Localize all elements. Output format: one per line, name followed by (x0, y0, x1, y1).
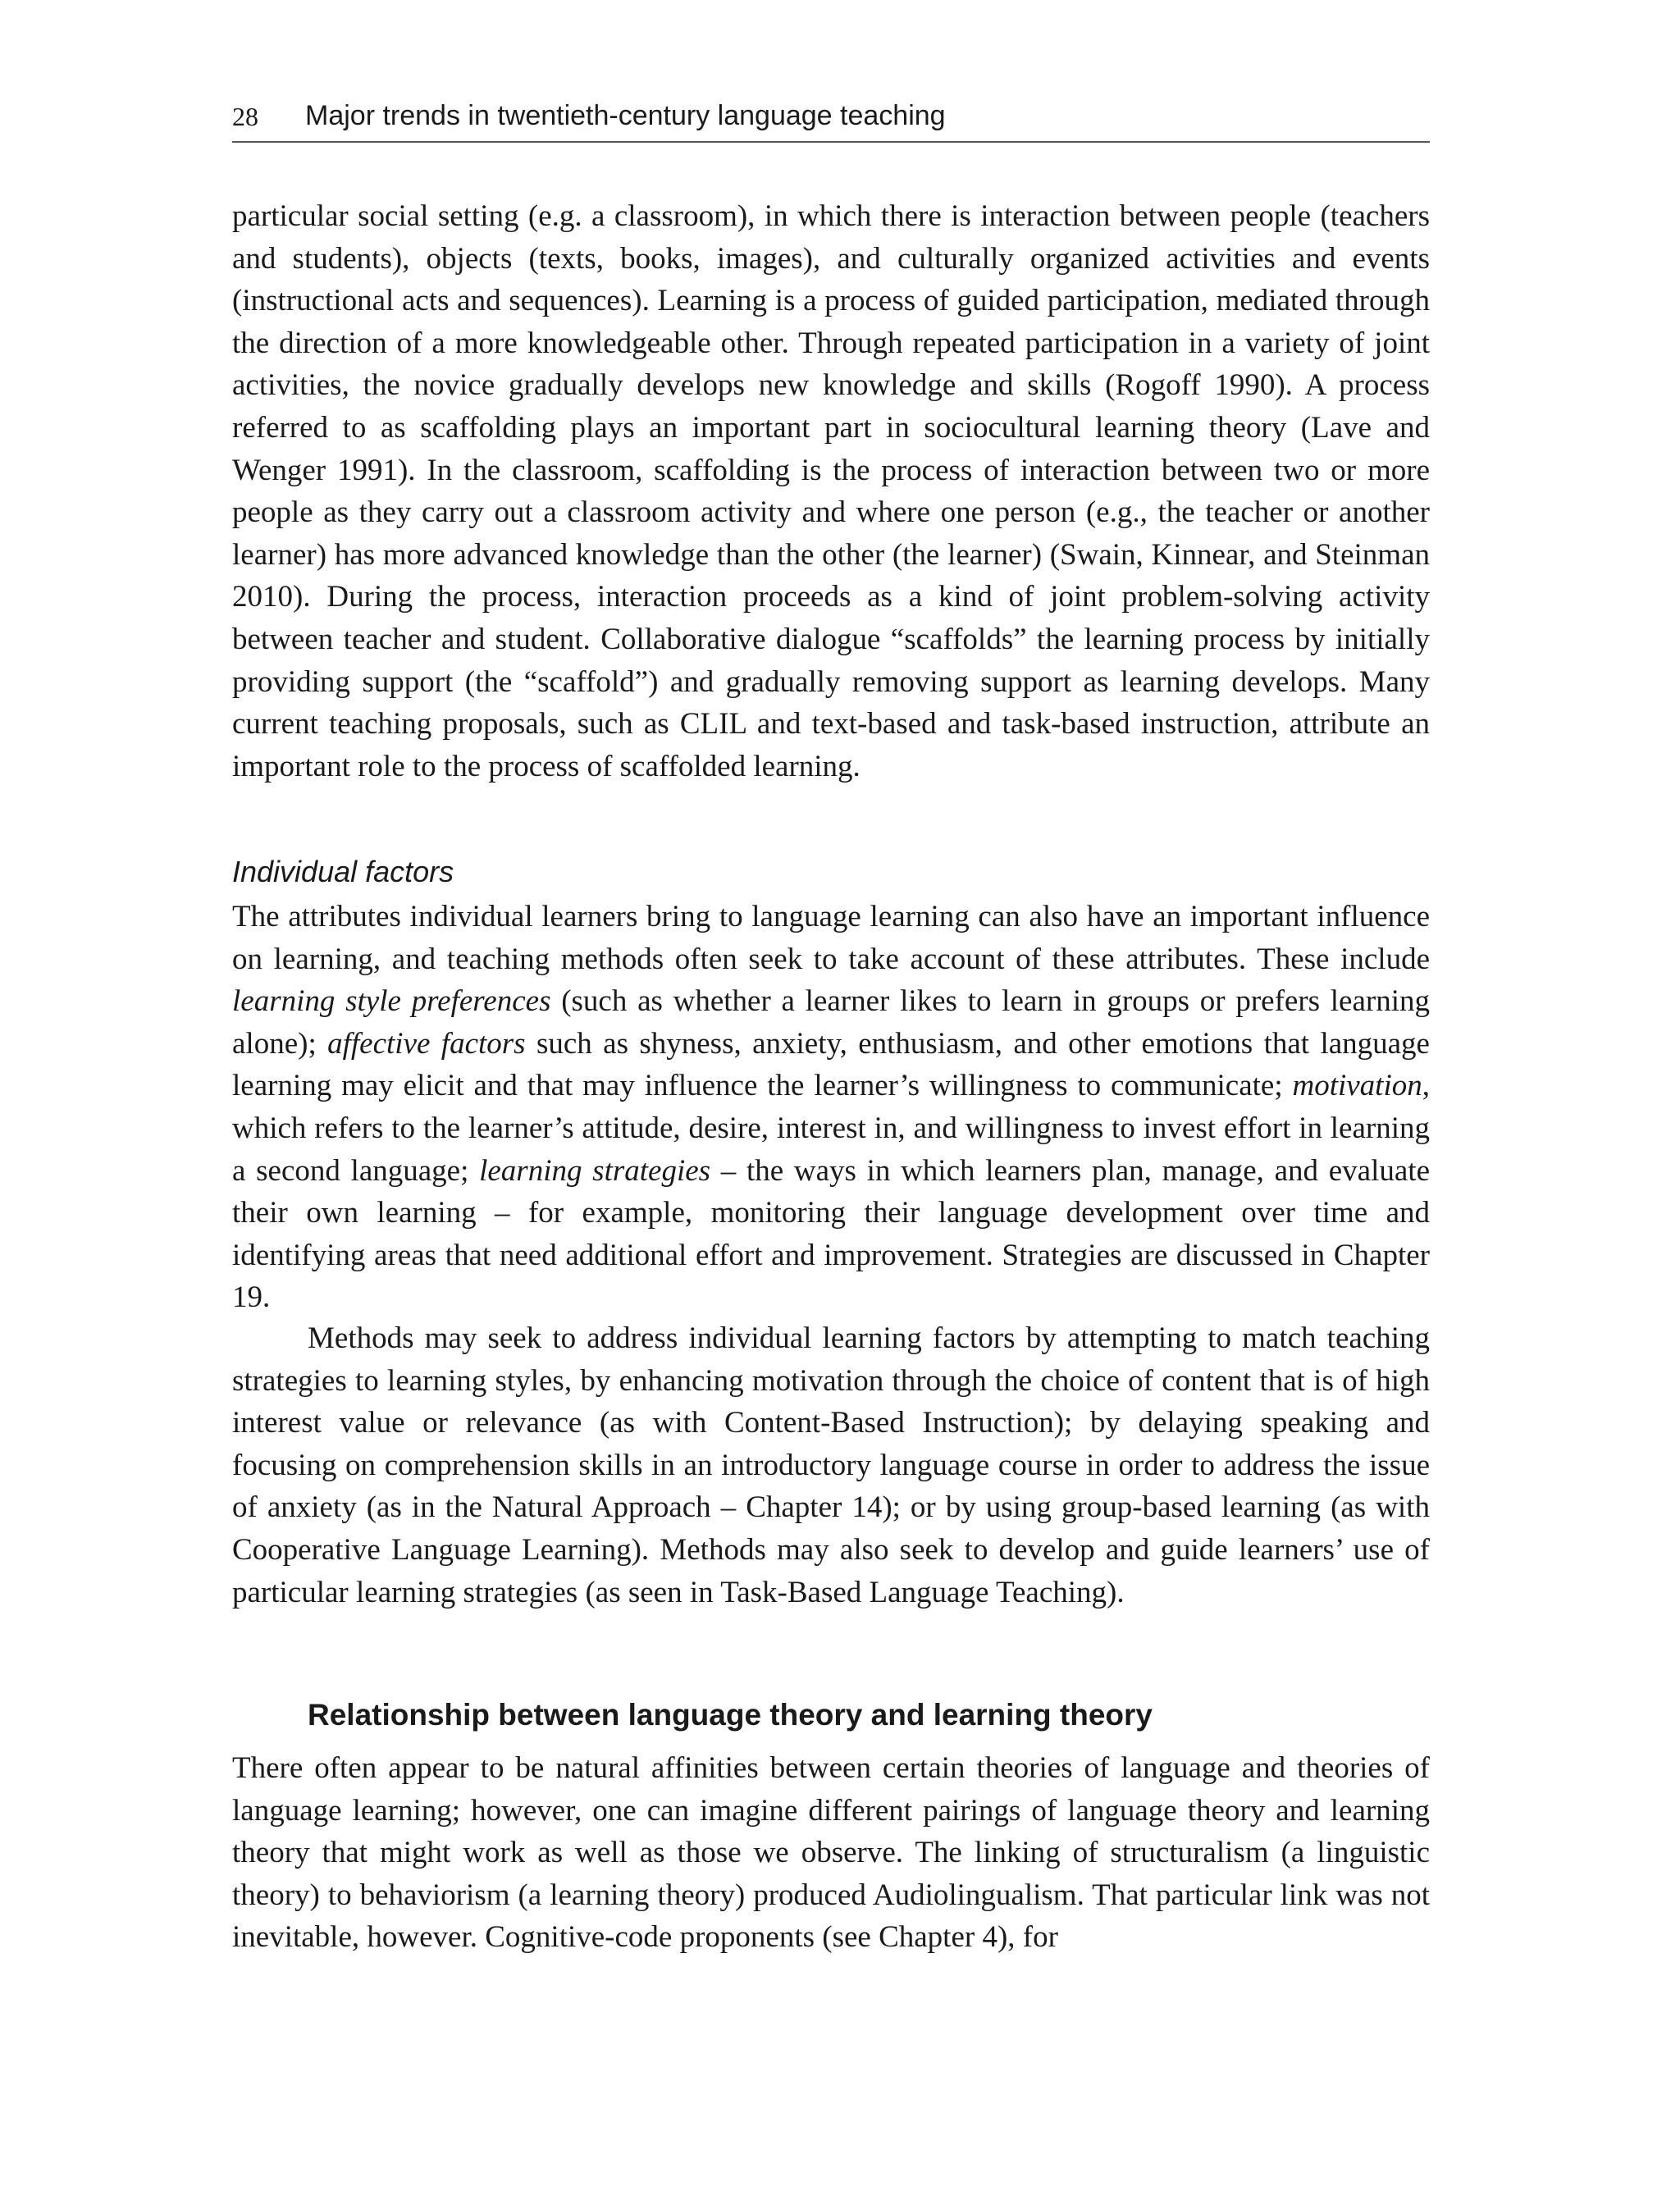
page-number: 28 (232, 102, 258, 131)
section-heading-relationship: Relationship between language theory and learning theory (308, 1698, 1153, 1732)
italic-term-motivation: motivation (1292, 1069, 1422, 1103)
running-head-title: Major trends in twentieth-century language teaching (305, 100, 946, 131)
italic-term-affective-factors: affective factors (327, 1026, 526, 1061)
text-run: The attributes individual learners bring to language learning can also have an important influence on learning, and teaching methods often seek to take account of these attributes. These include (232, 900, 1430, 976)
text-run: , which refers to the learner’s attitude, desire, interest in, and willingness to invest effort in learning a second language; (232, 1069, 1430, 1188)
section-heading-individual-factors: Individual factors (232, 855, 454, 888)
running-head (232, 100, 1430, 143)
italic-term-learning-strategies: learning strategies (479, 1153, 711, 1188)
paragraph-methods-individual-factors: Methods may seek to address individual learning factors by attempting to match teaching strategies to learning styles, by enhancing motivation through the choice of content that is of high interest value or relevance (as with Content-Based Instruction); by delaying speaking and focusing on comprehension skills in an introductory language course in order to address the issue of anxiety (as in the Natural Approach – Chapter 14); or by using group-based learning (as with Cooperative Language Learning). Methods may also seek to develop and guide learners’ use of particular learning strategies (as seen in Task-Based Language Teaching). (232, 1321, 1430, 1609)
paragraph-individual-attributes (232, 896, 1430, 1319)
paragraph-sociocultural-scaffolding: particular social setting (e.g. a classroom), in which there is interaction between people (teachers and students), objects (texts, books, images), and culturally organized activities and events (instructional acts and sequences). Learning is a process of guided participation, mediated through the direction of a more knowledgeable other. Through repeated participation in a variety of joint activities, the novice gradually develops new knowledge and skills (Rogoff 1990). A process referred to as scaffolding plays an important part in sociocultural learning theory (Lave and Wenger 1991). In the classroom, scaffolding is the process of interaction between two or more people as they carry out a classroom activity and where one person (e.g., the teacher or another learner) has more advanced knowledge than the other (the learner) (Swain, Kinnear, and Steinman 2010). During the process, interaction proceeds as a kind of joint problem-solving activity between teacher and student. Collaborative dialogue “scaffolds” the learning process by initially providing support (the “scaffold”) and gradually removing support as learning develops. Many current teaching proposals, such as CLIL and text-based and task-based instruction, attribute an important role to the process of scaffolded learning. (232, 199, 1430, 783)
paragraph-language-learning-theory: There often appear to be natural affinities between certain theories of language and theories of language learning; however, one can imagine different pairings of language theory and learning theory that might work as well as those we observe. The linking of structuralism (a linguistic theory) to behaviorism (a learning theory) produced Audiolingualism. That particular link was not inevitable, however. Cognitive-code proponents (see Chapter 4), for (232, 1751, 1430, 1955)
text-run: (such as whether a learner likes to learn in groups or prefers learning alone); (232, 984, 1430, 1061)
text-run: such as shyness, anxiety, enthusiasm, and other emotions that language learning may elicit and that may influence the learner’s willingness to communicate; (232, 1026, 1430, 1103)
text-run: – the ways in which learners plan, manage, and evaluate their own learning – for example, monitoring their language development over time and identifying areas that need additional effort and improvement. Strategies are discussed in Chapter 19. (232, 1153, 1430, 1315)
italic-term-learning-style-preferences: learning style preferences (232, 984, 551, 1019)
